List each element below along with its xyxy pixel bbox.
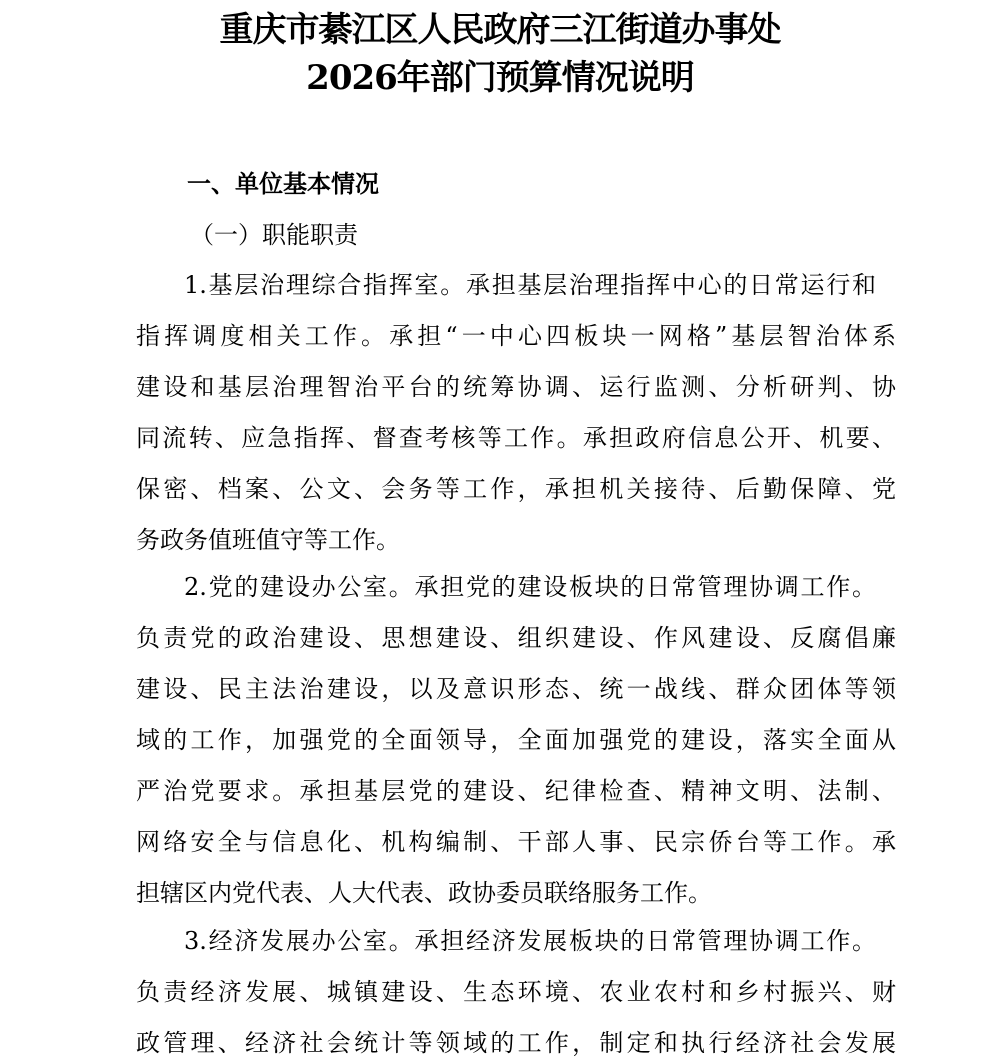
paragraph-line: 3.经济发展办公室。承担经济发展板块的日常管理协调工作。 xyxy=(184,927,876,955)
document-title-line-1: 重庆市綦江区人民政府三江街道办事处 xyxy=(219,10,781,50)
paragraph-line: 1.基层治理综合指挥室。承担基层治理指挥中心的日常运行和 xyxy=(184,271,876,299)
paragraph-line: 指挥调度相关工作。承担“一中心四板块一网格”基层智治体系 xyxy=(136,322,896,350)
paragraph-line: 网络安全与信息化、机构编制、干部人事、民宗侨台等工作。承 xyxy=(136,828,896,856)
paragraph-line: 建设、民主法治建设，以及意识形态、统一战线、群众团体等领 xyxy=(136,675,896,703)
paragraph-line: 政管理、经济社会统计等领域的工作，制定和执行经济社会发展 xyxy=(136,1029,896,1057)
document-title-line-2: 2026年部门预算情况说明 xyxy=(306,58,694,98)
paragraph-line: 严治党要求。承担基层党的建设、纪律检查、精神文明、法制、 xyxy=(136,777,896,805)
paragraph-line: 2.党的建设办公室。承担党的建设板块的日常管理协调工作。 xyxy=(184,573,876,601)
paragraph-line: 担辖区内党代表、人大代表、政协委员联络服务工作。 xyxy=(136,879,712,907)
subsection-heading-functions: （一）职能职责 xyxy=(190,221,358,249)
paragraph-line: 同流转、应急指挥、督查考核等工作。承担政府信息公开、机要、 xyxy=(136,424,896,452)
paragraph-line: 建设和基层治理智治平台的统筹协调、运行监测、分析研判、协 xyxy=(136,373,896,401)
paragraph-line: 负责党的政治建设、思想建设、组织建设、作风建设、反腐倡廉 xyxy=(136,624,896,652)
paragraph-line: 务政务值班值守等工作。 xyxy=(136,526,400,554)
section-heading-basic-info: 一、单位基本情况 xyxy=(187,170,379,198)
paragraph-line: 负责经济发展、城镇建设、生态环境、农业农村和乡村振兴、财 xyxy=(136,978,896,1006)
paragraph-line: 域的工作，加强党的全面领导，全面加强党的建设，落实全面从 xyxy=(136,726,896,754)
paragraph-line: 保密、档案、公文、会务等工作，承担机关接待、后勤保障、党 xyxy=(136,475,896,503)
